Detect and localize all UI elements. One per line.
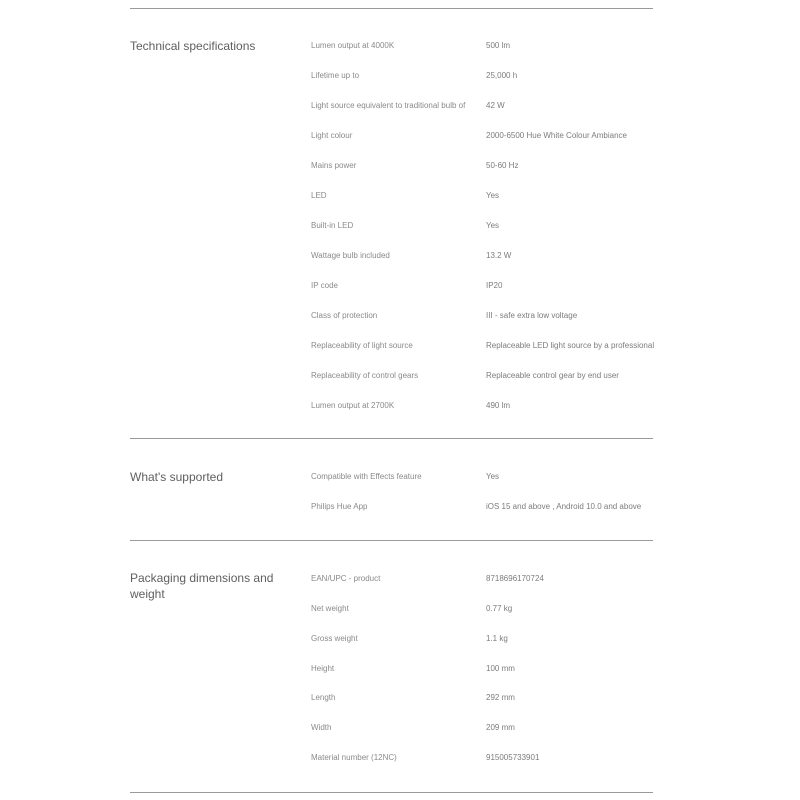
- spec-row: [0, 190, 800, 206]
- spec-label: Mains power: [311, 161, 357, 170]
- spec-value: Yes: [486, 191, 500, 200]
- spec-row: [0, 752, 800, 768]
- spec-row: [0, 220, 800, 236]
- section-divider: [130, 438, 653, 439]
- spec-label: Height: [311, 664, 335, 673]
- spec-value: 915005733901: [486, 753, 540, 762]
- spec-value: 1.1 kg: [486, 634, 508, 643]
- spec-label: Light source equivalent to traditional bulb of: [311, 101, 466, 110]
- spec-row: [0, 40, 800, 56]
- spec-row: [0, 340, 800, 356]
- spec-label: Replaceability of control gears: [311, 371, 419, 380]
- section-divider: [130, 8, 653, 9]
- spec-row: [0, 501, 800, 517]
- spec-row: [0, 633, 800, 649]
- spec-value: 13.2 W: [486, 251, 512, 260]
- section-divider: [130, 792, 653, 793]
- spec-label: Compatible with Effects feature: [311, 472, 422, 481]
- spec-row: [0, 70, 800, 86]
- spec-label: LED: [311, 191, 327, 200]
- spec-value: III - safe extra low voltage: [486, 311, 578, 320]
- spec-label: EAN/UPC - product: [311, 574, 381, 583]
- spec-row: [0, 692, 800, 708]
- spec-value: Replaceable LED light source by a professional: [486, 341, 655, 350]
- spec-value: 50-60 Hz: [486, 161, 519, 170]
- spec-label: Replaceability of light source: [311, 341, 413, 350]
- spec-label: Wattage bulb included: [311, 251, 390, 260]
- spec-value: Yes: [486, 472, 500, 481]
- spec-row: [0, 400, 800, 416]
- spec-label: Lifetime up to: [311, 71, 360, 80]
- spec-row: [0, 130, 800, 146]
- spec-label: Net weight: [311, 604, 349, 613]
- spec-label: Width: [311, 723, 332, 732]
- spec-row: [0, 310, 800, 326]
- spec-label: Philips Hue App: [311, 502, 368, 511]
- spec-label: Lumen output at 4000K: [311, 41, 395, 50]
- spec-value: 25,000 h: [486, 71, 518, 80]
- spec-row: [0, 250, 800, 266]
- spec-value: Replaceable control gear by end user: [486, 371, 619, 380]
- spec-label: Built-in LED: [311, 221, 354, 230]
- spec-row: [0, 573, 800, 589]
- spec-label: Light colour: [311, 131, 353, 140]
- spec-label: IP code: [311, 281, 338, 290]
- spec-value: 42 W: [486, 101, 505, 110]
- spec-row: [0, 370, 800, 386]
- spec-row: [0, 663, 800, 679]
- spec-value: 2000-6500 Hue White Colour Ambiance: [486, 131, 627, 140]
- section-divider: [130, 540, 653, 541]
- spec-row: [0, 603, 800, 619]
- spec-value: IP20: [486, 281, 503, 290]
- spec-label: Length: [311, 693, 336, 702]
- spec-label: Material number (12NC): [311, 753, 397, 762]
- spec-row: [0, 280, 800, 296]
- spec-row: [0, 722, 800, 738]
- spec-label: Gross weight: [311, 634, 358, 643]
- spec-row: [0, 100, 800, 116]
- section-title: Packaging dimensions and weight: [130, 571, 274, 601]
- spec-row: [0, 160, 800, 176]
- spec-value: 209 mm: [486, 723, 515, 732]
- spec-label: Lumen output at 2700K: [311, 401, 395, 410]
- section-title: What's supported: [130, 470, 224, 484]
- spec-value: 292 mm: [486, 693, 515, 702]
- spec-value: 0.77 kg: [486, 604, 513, 613]
- spec-value: 500 lm: [486, 41, 511, 50]
- spec-value: iOS 15 and above , Android 10.0 and above: [486, 502, 642, 511]
- spec-label: Class of protection: [311, 311, 378, 320]
- spec-value: 490 lm: [486, 401, 511, 410]
- section-title: Technical specifications: [130, 39, 256, 53]
- spec-value: 8718696170724: [486, 574, 544, 583]
- spec-value: 100 mm: [486, 664, 515, 673]
- spec-row: [0, 471, 800, 487]
- spec-value: Yes: [486, 221, 500, 230]
